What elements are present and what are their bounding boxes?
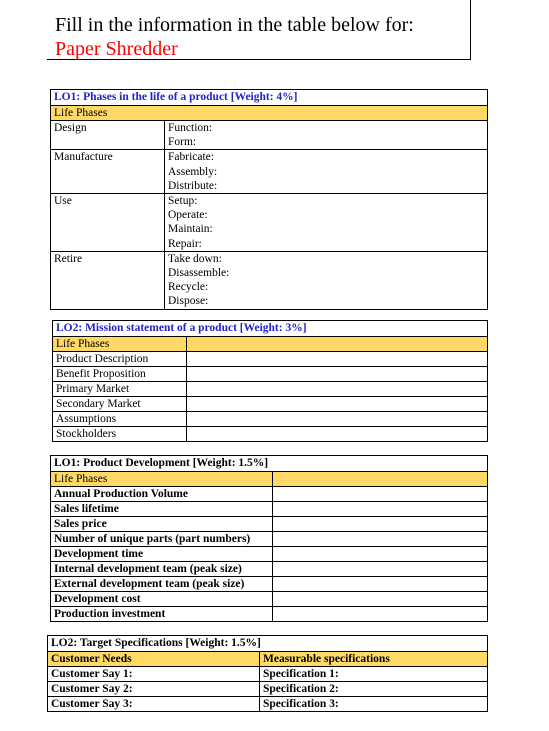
item-dispose: Dispose: (168, 295, 209, 308)
mission-row-label: Benefit Proposition (53, 367, 187, 382)
dev-row-label: Annual Production Volume (51, 487, 273, 502)
lo2-mission-title: LO2: Mission statement of a product [Weight: 3%] (53, 321, 488, 337)
item-recycle: Recycle: (168, 281, 209, 294)
item-fabricate: Fabricate: (168, 151, 214, 164)
mission-input[interactable] (187, 367, 488, 382)
dev-row-label: Number of unique parts (part numbers) (51, 532, 273, 547)
mission-row-label: Assumptions (53, 412, 187, 427)
instruction-header (47, 0, 471, 60)
dev-row-label: External development team (peak size) (51, 577, 273, 592)
lo1-development-header: Life Phases (51, 472, 273, 487)
phase-manufacture: Manufacture (51, 150, 165, 194)
lo1-development-title: LO1: Product Development [Weight: 1.5%] (51, 456, 488, 472)
mission-input[interactable] (187, 382, 488, 397)
dev-input[interactable] (273, 592, 488, 607)
item-distribute: Distribute: (168, 179, 218, 192)
use-items[interactable] (165, 194, 488, 252)
dev-row-label: Internal development team (peak size) (51, 562, 273, 577)
lo2-mission-table (52, 320, 488, 442)
dev-row-label: Development cost (51, 592, 273, 607)
item-form: Form: (168, 136, 197, 149)
retire-items[interactable] (165, 251, 488, 309)
dev-row-label: Production investment (51, 607, 273, 622)
item-assembly: Assembly: (168, 165, 218, 178)
instruction-text: Fill in the information in the table below for: (55, 14, 414, 36)
dev-input[interactable] (273, 577, 488, 592)
item-disassemble: Disassemble: (168, 267, 230, 280)
mission-row-label: Primary Market (53, 382, 187, 397)
customer-say[interactable]: Customer Say 3: (48, 697, 260, 712)
phase-design: Design (51, 121, 165, 150)
dev-input[interactable] (273, 562, 488, 577)
customer-say[interactable]: Customer Say 1: (48, 667, 260, 682)
lo2-mission-header: Life Phases (53, 337, 187, 352)
mission-input[interactable] (187, 397, 488, 412)
mission-input[interactable] (187, 412, 488, 427)
mission-input[interactable] (187, 427, 488, 442)
lo1-development-table (50, 455, 488, 622)
mission-row-label: Product Description (53, 352, 187, 367)
item-setup: Setup: (168, 195, 198, 208)
dev-row-label: Sales lifetime (51, 502, 273, 517)
item-repair: Repair: (168, 237, 202, 250)
lo2-targets-table (47, 635, 488, 712)
item-operate: Operate: (168, 209, 208, 222)
phase-retire: Retire (51, 251, 165, 309)
lo2-targets-title: LO2: Target Specifications [Weight: 1.5%] (48, 636, 488, 652)
mission-row-label: Secondary Market (53, 397, 187, 412)
dev-input[interactable] (273, 487, 488, 502)
mission-row-label: Stockholders (53, 427, 187, 442)
customer-say[interactable]: Customer Say 2: (48, 682, 260, 697)
phase-use: Use (51, 194, 165, 252)
manufacture-items[interactable] (165, 150, 488, 194)
lo1-phases-title: LO1: Phases in the life of a product [Weight: 4%] (51, 90, 488, 106)
item-function: Function: (168, 122, 213, 134)
dev-input[interactable] (273, 532, 488, 547)
dev-input[interactable] (273, 607, 488, 622)
dev-input[interactable] (273, 547, 488, 562)
specification[interactable]: Specification 1: (260, 667, 488, 682)
dev-row-label: Development time (51, 547, 273, 562)
lo1-phases-table (50, 89, 488, 310)
design-items[interactable] (165, 121, 488, 150)
mission-input[interactable] (187, 352, 488, 367)
dev-row-label: Sales price (51, 517, 273, 532)
item-take-down: Take down: (168, 252, 222, 265)
product-name: Paper Shredder (55, 38, 178, 60)
item-maintain: Maintain: (168, 223, 213, 236)
dev-input[interactable] (273, 517, 488, 532)
specification[interactable]: Specification 3: (260, 697, 488, 712)
measurable-specs-header: Measurable specifications (260, 652, 488, 667)
customer-needs-header: Customer Needs (48, 652, 260, 667)
lo1-phases-header: Life Phases (51, 106, 488, 121)
dev-input[interactable] (273, 502, 488, 517)
specification[interactable]: Specification 2: (260, 682, 488, 697)
